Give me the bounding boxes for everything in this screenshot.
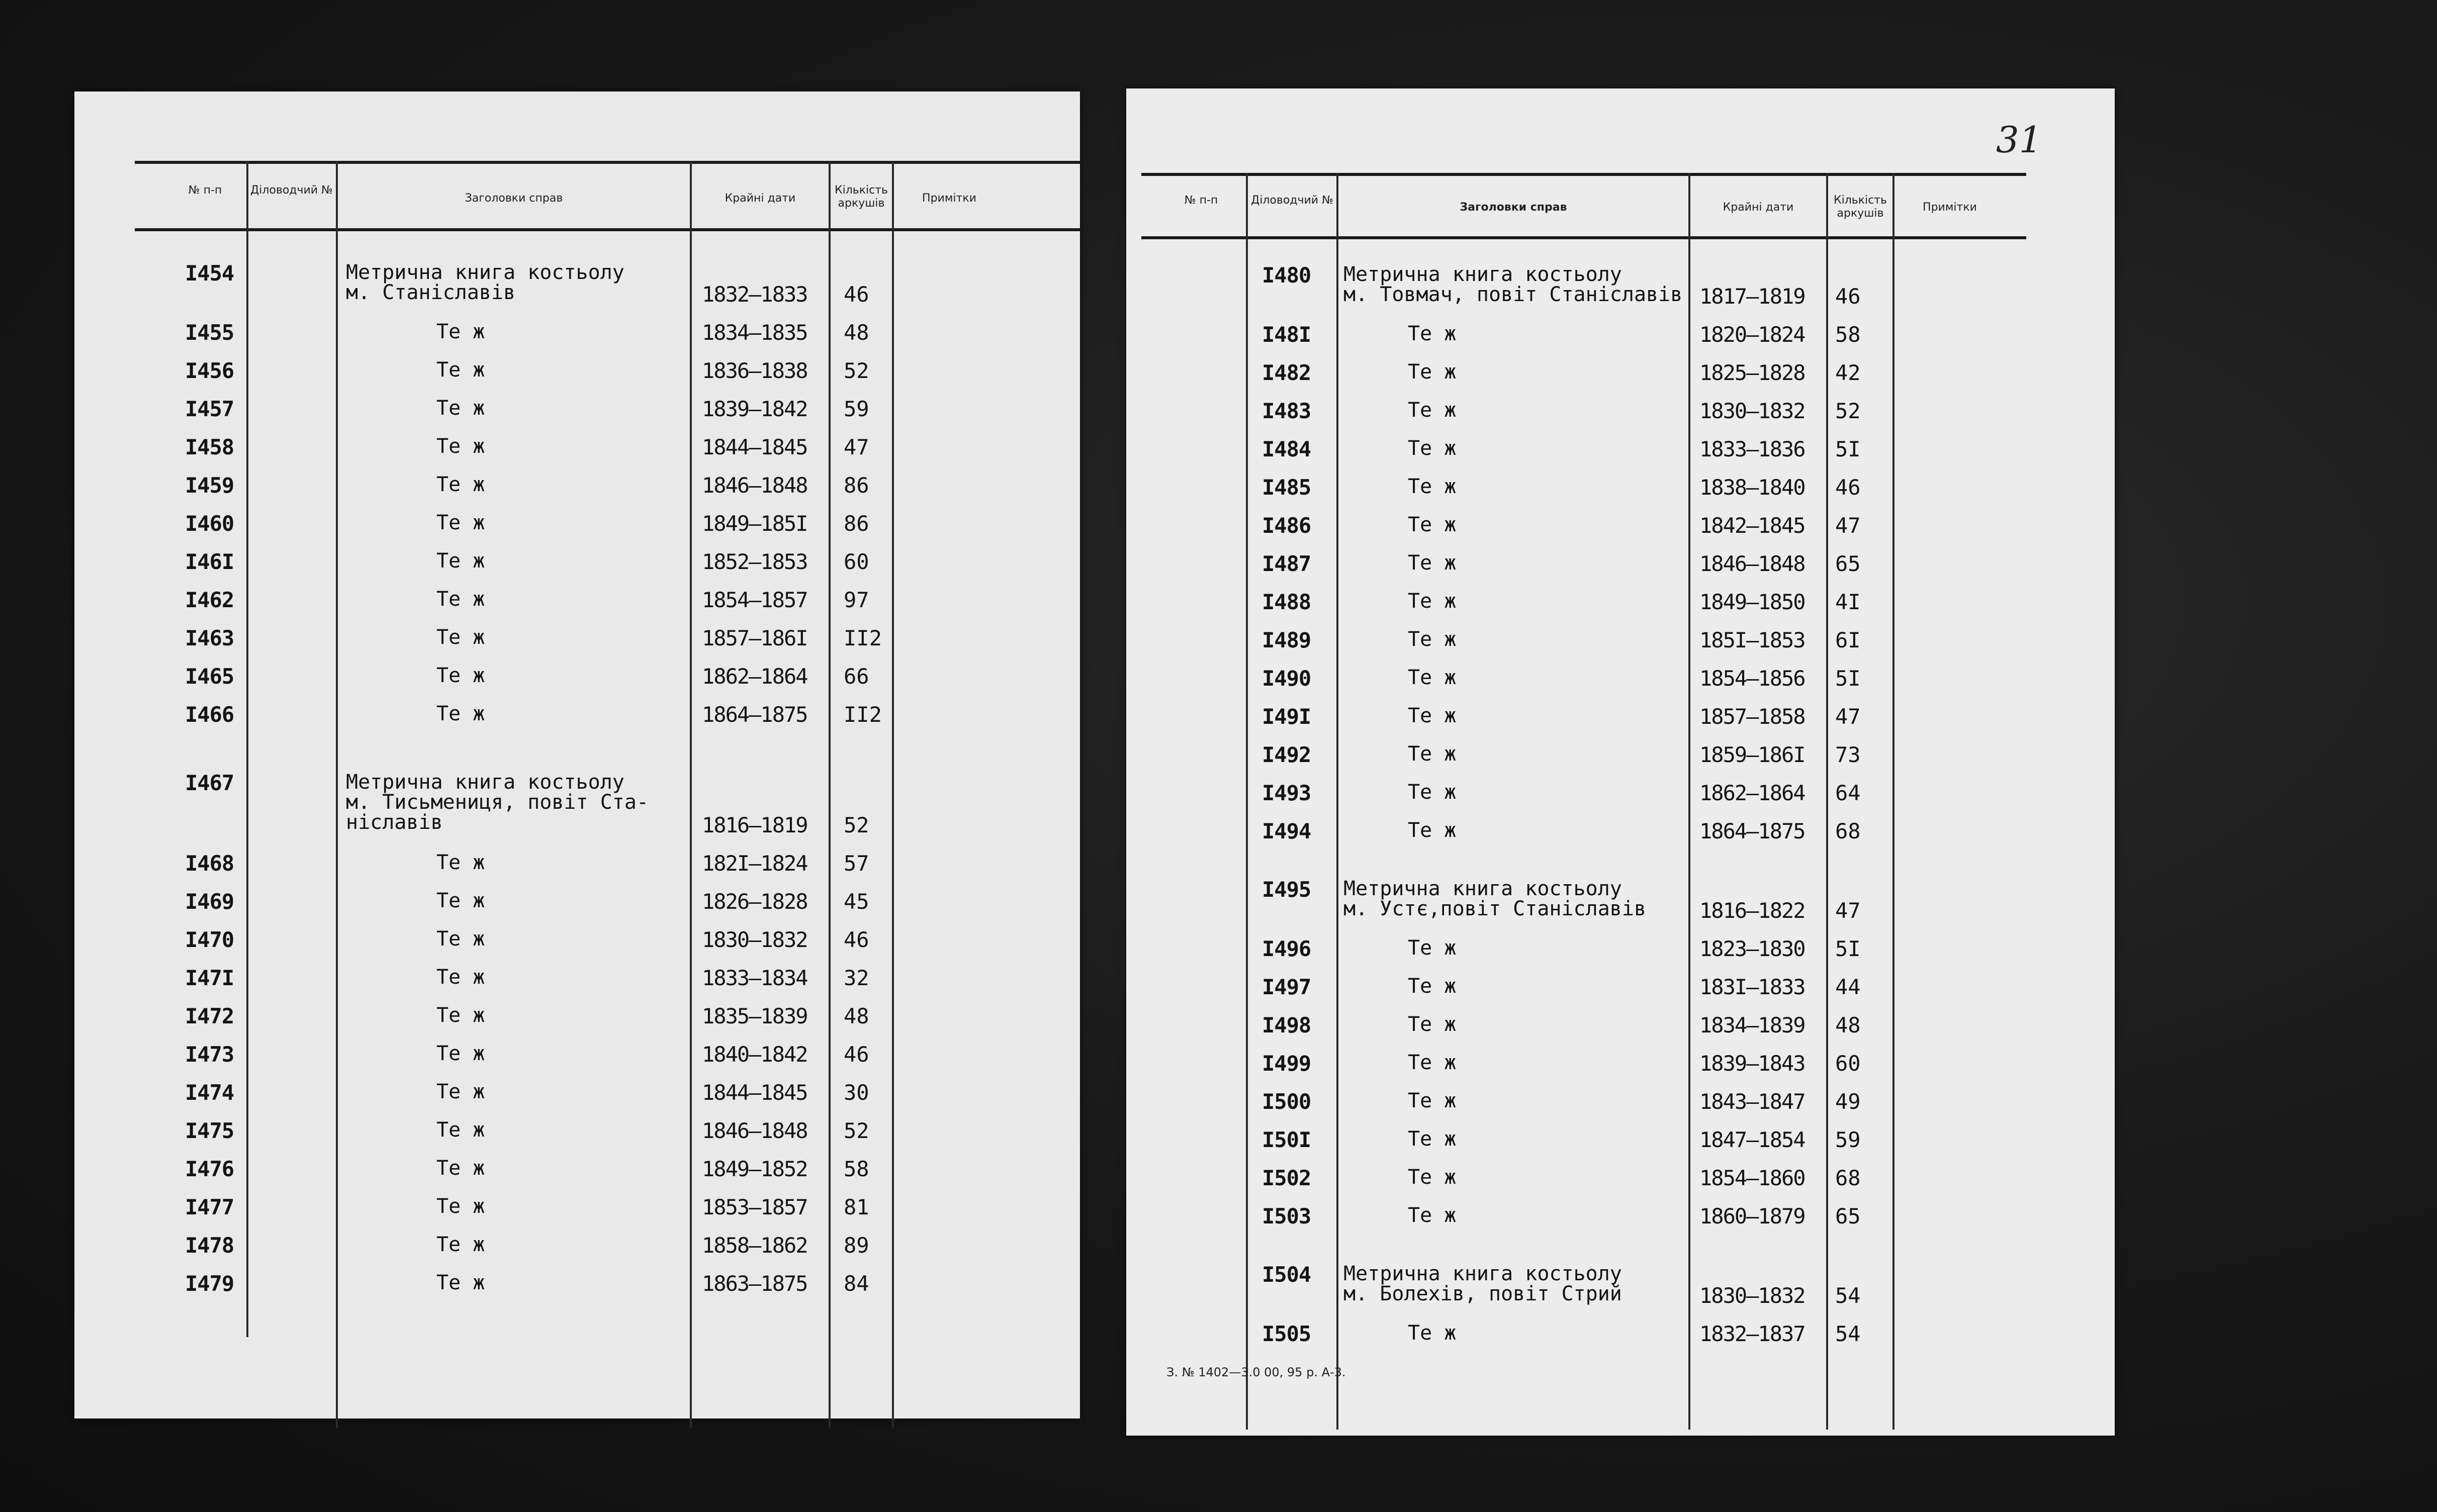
table-row [74, 1005, 1080, 1046]
clerk-number: I497 [1262, 975, 1311, 999]
sheet-count: 97 [844, 588, 869, 612]
case-title: Те ж [1408, 742, 1457, 766]
table-row [1126, 438, 2115, 479]
date-range: 1860–1879 [1699, 1204, 1805, 1228]
sheet-count: 46 [844, 1042, 869, 1067]
row-number: I479 [185, 1271, 234, 1296]
row-number: I478 [185, 1233, 234, 1258]
table-row [1126, 1323, 2115, 1363]
date-range: 1853–1857 [702, 1195, 807, 1219]
sheet-count: 4I [1835, 590, 1861, 614]
sheet-count: 65 [1835, 551, 1861, 576]
sheet-count: 65 [1835, 1204, 1861, 1228]
table-row [1126, 744, 2115, 784]
clerk-number: I485 [1262, 475, 1311, 500]
date-range: 1839–1843 [1699, 1051, 1805, 1076]
table-row [1126, 477, 2115, 517]
header-no: № п-п [1184, 194, 1218, 207]
clerk-number: I494 [1262, 819, 1311, 843]
table-row [74, 967, 1080, 1007]
sheet-count: 5I [1835, 936, 1861, 961]
row-number: I468 [185, 851, 234, 876]
row-number: I466 [185, 702, 234, 727]
table-row [74, 1235, 1080, 1275]
sheet-count: 60 [844, 549, 869, 574]
sheet-count: II2 [844, 702, 882, 727]
table-row [1126, 553, 2115, 593]
clerk-number: I496 [1262, 936, 1311, 961]
right-page [1126, 88, 2115, 1436]
case-title: Те ж [436, 889, 485, 912]
sheet-count: 47 [844, 435, 869, 459]
sheet-count: 52 [844, 813, 869, 837]
date-range: 1862–1864 [1699, 781, 1805, 805]
date-range: 1862–1864 [702, 664, 807, 689]
table-row [1126, 1205, 2115, 1246]
table-row [74, 322, 1080, 362]
clerk-number: I490 [1262, 666, 1311, 691]
sheet-count: 66 [844, 664, 869, 689]
date-range: 1836–1838 [702, 358, 807, 383]
date-range: 1854–1857 [702, 588, 807, 612]
sheet-count: 68 [1835, 819, 1861, 843]
case-title: Те ж [1408, 781, 1457, 804]
date-range: 1832–1837 [1699, 1321, 1805, 1346]
table-row [74, 513, 1080, 553]
row-number: I454 [185, 261, 234, 286]
page-number: 31 [1996, 119, 2042, 161]
header-notes: Примітки [922, 192, 976, 205]
date-range: 1830–1832 [1699, 1283, 1805, 1308]
table-row [74, 436, 1080, 477]
sheet-count: 46 [1835, 284, 1861, 309]
row-number: I465 [185, 664, 234, 689]
date-range: 1863–1875 [702, 1271, 807, 1296]
sheet-count: 32 [844, 966, 869, 990]
case-title: Метрична книга костьолу м. Товмач, повіт Станіславів [1343, 263, 1683, 306]
table-row [1126, 400, 2115, 440]
date-range: 1847–1854 [1699, 1127, 1805, 1152]
date-range: 1816–1819 [702, 813, 807, 837]
date-range: 1830–1832 [1699, 399, 1805, 423]
date-range: 1846–1848 [1699, 551, 1805, 576]
table-row [74, 704, 1080, 744]
sheet-count: 6I [1835, 628, 1861, 652]
case-title: Те ж [436, 626, 485, 649]
sheet-count: 52 [1835, 399, 1861, 423]
sheet-count: 45 [844, 889, 869, 914]
sheet-count: 30 [844, 1080, 869, 1105]
sheet-count: 64 [1835, 781, 1861, 805]
table-row [74, 589, 1080, 629]
case-title: Те ж [1408, 975, 1457, 998]
sheet-count: 5I [1835, 437, 1861, 461]
row-number: I477 [185, 1195, 234, 1219]
case-title: Те ж [436, 1271, 485, 1294]
date-range: 182I–1824 [702, 851, 807, 876]
clerk-number: I480 [1262, 263, 1311, 288]
row-number: I46I [185, 549, 234, 574]
case-title: Те ж [1408, 1127, 1457, 1151]
sheet-count: 46 [844, 927, 869, 952]
table-row [74, 475, 1080, 515]
clerk-number: I504 [1262, 1262, 1311, 1287]
clerk-number: I495 [1262, 877, 1311, 902]
date-range: 1840–1842 [702, 1042, 807, 1067]
header-title: Заголовки справ [1460, 201, 1567, 214]
table-row [74, 1044, 1080, 1084]
case-title: Те ж [436, 966, 485, 989]
table-row [74, 360, 1080, 400]
table-row [1126, 1014, 2115, 1055]
sheet-count: 58 [1835, 322, 1861, 347]
case-title: Те ж [1408, 819, 1457, 842]
case-title: Те ж [1408, 936, 1457, 960]
table-row [1126, 782, 2115, 822]
clerk-number: I483 [1262, 399, 1311, 423]
clerk-number: I488 [1262, 590, 1311, 614]
clerk-number: I493 [1262, 781, 1311, 805]
date-range: 1849–185I [702, 511, 807, 536]
sheet-count: 49 [1835, 1089, 1861, 1114]
table-row [1126, 629, 2115, 670]
case-title: Те ж [1408, 513, 1457, 536]
header-dates: Крайні дати [1723, 201, 1794, 214]
table-row [74, 1196, 1080, 1237]
date-range: 1846–1848 [702, 473, 807, 498]
case-title: Те ж [436, 851, 485, 874]
case-title: Те ж [1408, 1204, 1457, 1227]
header-sheets: Кількість аркушів [1833, 194, 1887, 220]
table-row [1126, 515, 2115, 555]
table-row [74, 891, 1080, 931]
case-title: Те ж [436, 397, 485, 420]
clerk-number: I492 [1262, 742, 1311, 767]
date-range: 1849–1852 [702, 1157, 807, 1181]
header-title: Заголовки справ [465, 192, 563, 205]
case-title: Те ж [436, 511, 485, 534]
table-row [1126, 591, 2115, 631]
case-title: Те ж [436, 1195, 485, 1218]
table-row [1126, 877, 2115, 923]
case-title: Те ж [436, 320, 485, 343]
table-row [74, 771, 1080, 837]
header-notes: Примітки [1923, 201, 1977, 214]
case-title: Те ж [436, 473, 485, 496]
case-title: Метрична книга костьолу м. Тисьмениця, повіт Ста- ніславів [346, 771, 649, 834]
sheet-count: 47 [1835, 898, 1861, 923]
case-title: Метрична книга костьолу м. Станіславів [346, 261, 624, 304]
date-range: 1835–1839 [702, 1004, 807, 1028]
table-row [74, 551, 1080, 591]
sheet-count: 48 [844, 320, 869, 345]
row-number: I475 [185, 1118, 234, 1143]
date-range: 1826–1828 [702, 889, 807, 914]
clerk-number: I482 [1262, 360, 1311, 385]
sheet-count: 68 [1835, 1166, 1861, 1190]
date-range: 1857–186I [702, 626, 807, 650]
table-row [74, 1158, 1080, 1198]
table-row [1126, 362, 2115, 402]
table-row [1126, 668, 2115, 708]
row-number: I459 [185, 473, 234, 498]
case-title: Те ж [436, 664, 485, 687]
table-row [1126, 1053, 2115, 1093]
header-top-rule [135, 161, 1080, 164]
case-title: Те ж [1408, 1013, 1457, 1036]
case-title: Те ж [1408, 1089, 1457, 1112]
case-title: Те ж [436, 549, 485, 573]
header-clerk: Діловодчий № [1251, 194, 1333, 207]
clerk-number: I49I [1262, 704, 1311, 729]
row-number: I463 [185, 626, 234, 650]
sheet-count: 47 [1835, 704, 1861, 729]
table-row [74, 929, 1080, 969]
left-page [74, 91, 1080, 1419]
table-row [1126, 976, 2115, 1016]
clerk-number: I489 [1262, 628, 1311, 652]
sheet-count: 54 [1835, 1321, 1861, 1346]
case-title: Те ж [436, 1080, 485, 1103]
row-number: I472 [185, 1004, 234, 1028]
clerk-number: I502 [1262, 1166, 1311, 1190]
date-range: 1833–1836 [1699, 437, 1805, 461]
clerk-number: I503 [1262, 1204, 1311, 1228]
date-range: 1854–1860 [1699, 1166, 1805, 1190]
row-number: I469 [185, 889, 234, 914]
case-title: Те ж [1408, 360, 1457, 384]
clerk-number: I50I [1262, 1127, 1311, 1152]
table-row [1126, 324, 2115, 364]
case-title: Те ж [436, 1004, 485, 1027]
table-row [74, 261, 1080, 307]
case-title: Те ж [1408, 628, 1457, 651]
sheet-count: 47 [1835, 513, 1861, 538]
sheet-count: 44 [1835, 975, 1861, 999]
case-title: Те ж [1408, 1166, 1457, 1189]
sheet-count: 46 [844, 282, 869, 307]
case-title: Те ж [1408, 1321, 1457, 1345]
print-footer: З. № 1402—3.0 00, 95 р. А-3. [1166, 1365, 1346, 1379]
date-range: 1852–1853 [702, 549, 807, 574]
row-number: I47I [185, 966, 234, 990]
date-range: 185I–1853 [1699, 628, 1805, 652]
date-range: 1830–1832 [702, 927, 807, 952]
case-title: Метрична книга костьолу м. Устє,повіт Станіславів [1343, 877, 1647, 920]
date-range: 1864–1875 [702, 702, 807, 727]
header-clerk: Діловодчий № [250, 184, 333, 197]
sheet-count: 59 [1835, 1127, 1861, 1152]
table-row [1126, 263, 2115, 309]
table-row [1126, 1091, 2115, 1131]
clerk-number: I486 [1262, 513, 1311, 538]
sheet-count: II2 [844, 626, 882, 650]
clerk-number: I505 [1262, 1321, 1311, 1346]
case-title: Метрична книга костьолу м. Болехів, повіт Стрий [1343, 1262, 1622, 1305]
clerk-number: I484 [1262, 437, 1311, 461]
row-number: I455 [185, 320, 234, 345]
clerk-number: I487 [1262, 551, 1311, 576]
header-no: № п-п [188, 184, 222, 197]
sheet-count: 54 [1835, 1283, 1861, 1308]
case-title: Те ж [1408, 475, 1457, 498]
date-range: 1825–1828 [1699, 360, 1805, 385]
sheet-count: 59 [844, 397, 869, 421]
row-number: I456 [185, 358, 234, 383]
case-title: Те ж [436, 702, 485, 725]
case-title: Те ж [436, 358, 485, 382]
date-range: 1838–1840 [1699, 475, 1805, 500]
sheet-count: 89 [844, 1233, 869, 1258]
date-range: 183I–1833 [1699, 975, 1805, 999]
sheet-count: 81 [844, 1195, 869, 1219]
date-range: 1854–1856 [1699, 666, 1805, 691]
row-number: I474 [185, 1080, 234, 1105]
date-range: 1849–1850 [1699, 590, 1805, 614]
sheet-count: 60 [1835, 1051, 1861, 1076]
row-number: I473 [185, 1042, 234, 1067]
header-sheets: Кількість аркушів [834, 184, 888, 210]
case-title: Те ж [436, 927, 485, 951]
date-range: 1832–1833 [702, 282, 807, 307]
case-title: Те ж [1408, 590, 1457, 613]
date-range: 1843–1847 [1699, 1089, 1805, 1114]
date-range: 1859–186I [1699, 742, 1805, 767]
table-row [74, 1120, 1080, 1160]
date-range: 1858–1862 [702, 1233, 807, 1258]
table-row [1126, 706, 2115, 746]
date-range: 1857–1858 [1699, 704, 1805, 729]
date-range: 1842–1845 [1699, 513, 1805, 538]
table-row [1126, 938, 2115, 978]
row-number: I470 [185, 927, 234, 952]
table-row [1126, 1129, 2115, 1169]
case-title: Те ж [1408, 704, 1457, 727]
sheet-count: 48 [844, 1004, 869, 1028]
case-title: Те ж [1408, 1051, 1457, 1074]
case-title: Те ж [1408, 666, 1457, 689]
row-number: I467 [185, 771, 234, 795]
row-number: I476 [185, 1157, 234, 1181]
date-range: 1846–1848 [702, 1118, 807, 1143]
date-range: 1817–1819 [1699, 284, 1805, 309]
sheet-count: 86 [844, 473, 869, 498]
date-range: 1816–1822 [1699, 898, 1805, 923]
table-row [74, 1082, 1080, 1122]
case-title: Те ж [1408, 551, 1457, 575]
table-row [1126, 1262, 2115, 1308]
date-range: 1823–1830 [1699, 936, 1805, 961]
clerk-number: I498 [1262, 1013, 1311, 1037]
case-title: Те ж [1408, 399, 1457, 422]
date-range: 1844–1845 [702, 1080, 807, 1105]
clerk-number: I500 [1262, 1089, 1311, 1114]
case-title: Те ж [1408, 322, 1457, 345]
table-row [74, 666, 1080, 706]
case-title: Те ж [436, 1157, 485, 1180]
table-row [74, 398, 1080, 438]
case-title: Те ж [1408, 437, 1457, 460]
sheet-count: 52 [844, 358, 869, 383]
case-title: Те ж [436, 588, 485, 611]
table-row [74, 1273, 1080, 1313]
table-row [1126, 820, 2115, 861]
sheet-count: 42 [1835, 360, 1861, 385]
sheet-count: 57 [844, 851, 869, 876]
sheet-count: 46 [1835, 475, 1861, 500]
case-title: Те ж [436, 1233, 485, 1256]
date-range: 1834–1839 [1699, 1013, 1805, 1037]
case-title: Те ж [436, 435, 485, 458]
sheet-count: 52 [844, 1118, 869, 1143]
sheet-count: 73 [1835, 742, 1861, 767]
row-number: I458 [185, 435, 234, 459]
sheet-count: 86 [844, 511, 869, 536]
clerk-number: I499 [1262, 1051, 1311, 1076]
date-range: 1834–1835 [702, 320, 807, 345]
date-range: 1864–1875 [1699, 819, 1805, 843]
table-row [74, 853, 1080, 893]
date-range: 1833–1834 [702, 966, 807, 990]
sheet-count: 5I [1835, 666, 1861, 691]
date-range: 1844–1845 [702, 435, 807, 459]
table-row [1126, 1167, 2115, 1207]
row-number: I457 [185, 397, 234, 421]
row-number: I460 [185, 511, 234, 536]
sheet-count: 48 [1835, 1013, 1861, 1037]
clerk-number: I48I [1262, 322, 1311, 347]
sheet-count: 84 [844, 1271, 869, 1296]
date-range: 1820–1824 [1699, 322, 1805, 347]
header-dates: Крайні дати [725, 192, 796, 205]
sheet-count: 58 [844, 1157, 869, 1181]
case-title: Те ж [436, 1042, 485, 1065]
header-bottom-rule [135, 228, 1080, 231]
row-number: I462 [185, 588, 234, 612]
table-row [74, 627, 1080, 668]
date-range: 1839–1842 [702, 397, 807, 421]
case-title: Те ж [436, 1118, 485, 1142]
